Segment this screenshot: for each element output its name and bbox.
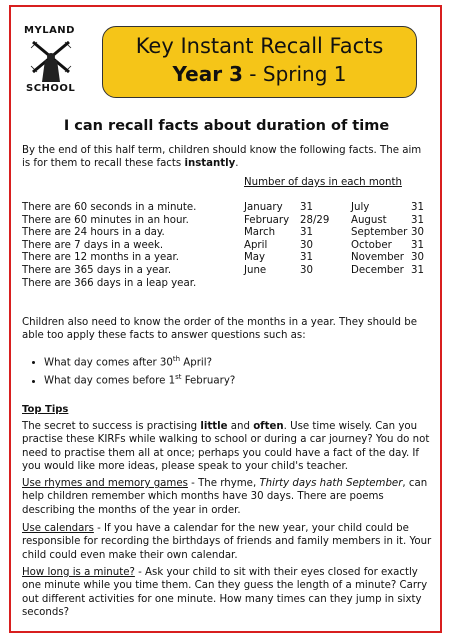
question-sup: st <box>175 373 182 382</box>
school-logo <box>18 25 84 97</box>
tip-text: . Use time wisely. Can you practise these KIRFs while walking to school or during a car journey? You do not need to practise them all at once; perhaps you could have a fact of the day. If you would like more ideas, please speak to your child's teacher. <box>22 421 430 472</box>
month-days: 31 <box>300 202 313 213</box>
question-end: February? <box>181 375 236 387</box>
intro-end: . <box>235 158 239 170</box>
month-days: 31 <box>411 239 424 251</box>
month-days: 28/29 <box>300 214 330 226</box>
month-name: August <box>351 214 387 226</box>
month-name: January <box>244 202 283 213</box>
tips-heading: Top Tips <box>22 404 69 415</box>
months-left-names <box>244 202 289 278</box>
month-days: 31 <box>411 202 424 213</box>
tip-emphasis: little <box>200 421 228 432</box>
months-right-days <box>411 202 424 278</box>
tip-rhymes <box>22 477 432 517</box>
banner-term: - Spring 1 <box>242 62 347 86</box>
fact-item: There are 366 days in a leap year. <box>22 277 197 289</box>
tip-label: Use calendars <box>22 523 94 534</box>
intro-paragraph <box>22 144 432 171</box>
question-list <box>30 352 235 389</box>
month-name: March <box>244 227 276 239</box>
tip-emphasis: often <box>253 421 284 432</box>
logo-top-text: MYLAND <box>24 25 75 36</box>
tip-text: - If you have a calendar for the new year, your child could be responsible for recording the birthdays of friends and family members in it. Your child could even make their own calendar. <box>22 523 432 561</box>
tip-calendars <box>22 522 432 562</box>
banner-subtitle <box>103 62 416 86</box>
intro-text: By the end of this half term, children should know the following facts. The aim is for them to recall these facts <box>22 145 422 170</box>
question-item <box>44 370 235 388</box>
tip-minute <box>22 566 432 619</box>
tip-practice <box>22 420 432 473</box>
month-days: 30 <box>300 264 313 276</box>
months-order-paragraph: Children also need to know the order of the months in a year. They should be able too apply these facts to answer questions such as: <box>22 317 417 342</box>
windmill-icon <box>27 38 75 84</box>
month-name: November <box>351 252 404 264</box>
title-banner <box>102 26 417 98</box>
question-end: April? <box>180 357 212 369</box>
facts-list <box>22 202 196 290</box>
banner-title: Key Instant Recall Facts <box>135 34 384 58</box>
intro-emphasis: instantly <box>184 158 236 170</box>
tip-text: The secret to success is practising <box>22 421 201 432</box>
months-table-title: Number of days in each month <box>244 177 402 188</box>
banner-year: Year 3 <box>172 62 243 86</box>
month-days: 31 <box>300 227 313 239</box>
month-name: October <box>351 239 392 251</box>
tip-text: - Ask your child to sit with their eyes closed for exactly one minute while you time them. Can they guess the length of a minute? Carry out different activities for one minute. How many times can they jump in sixty seconds? <box>22 567 428 618</box>
month-days: 30 <box>411 252 424 264</box>
question-text: What day comes after 30 <box>44 357 173 369</box>
tip-text: , can help children remember which months have 30 days. There are poems describing the months of the year in order. <box>22 478 428 516</box>
tip-label: How long is a minute? <box>22 567 135 578</box>
fact-item: There are 24 hours in a day. <box>22 227 165 239</box>
month-days: 31 <box>411 214 424 226</box>
question-item <box>44 352 235 370</box>
tip-label: Use rhymes and memory games <box>22 478 188 489</box>
month-name: May <box>244 252 266 264</box>
question-sup: th <box>172 355 181 363</box>
fact-item: There are 60 minutes in an hour. <box>22 214 189 226</box>
logo-bottom-text: SCHOOL <box>26 83 76 94</box>
fact-item: There are 12 months in a year. <box>22 252 179 264</box>
tip-text: and <box>227 421 254 432</box>
fact-item: There are 60 seconds in a minute. <box>22 202 197 213</box>
page-heading: I can recall facts about duration of time <box>63 118 390 134</box>
month-name: December <box>351 264 404 276</box>
months-right-names <box>351 202 407 278</box>
month-days: 31 <box>411 264 424 276</box>
month-days: 31 <box>300 252 313 264</box>
fact-item: There are 7 days in a week. <box>22 239 164 251</box>
months-left-days <box>300 202 329 278</box>
tip-rhyme: Thirty days hath September <box>259 478 403 489</box>
month-name: July <box>351 202 370 213</box>
tip-text: - The rhyme, <box>187 478 260 489</box>
month-name: February <box>244 214 290 226</box>
month-days: 30 <box>300 239 313 251</box>
month-name: April <box>244 239 268 251</box>
month-name: June <box>244 264 267 276</box>
month-name: September <box>351 227 408 239</box>
month-days: 30 <box>411 227 424 239</box>
fact-item: There are 365 days in a year. <box>22 264 172 276</box>
question-text: What day comes before 1 <box>44 375 176 387</box>
